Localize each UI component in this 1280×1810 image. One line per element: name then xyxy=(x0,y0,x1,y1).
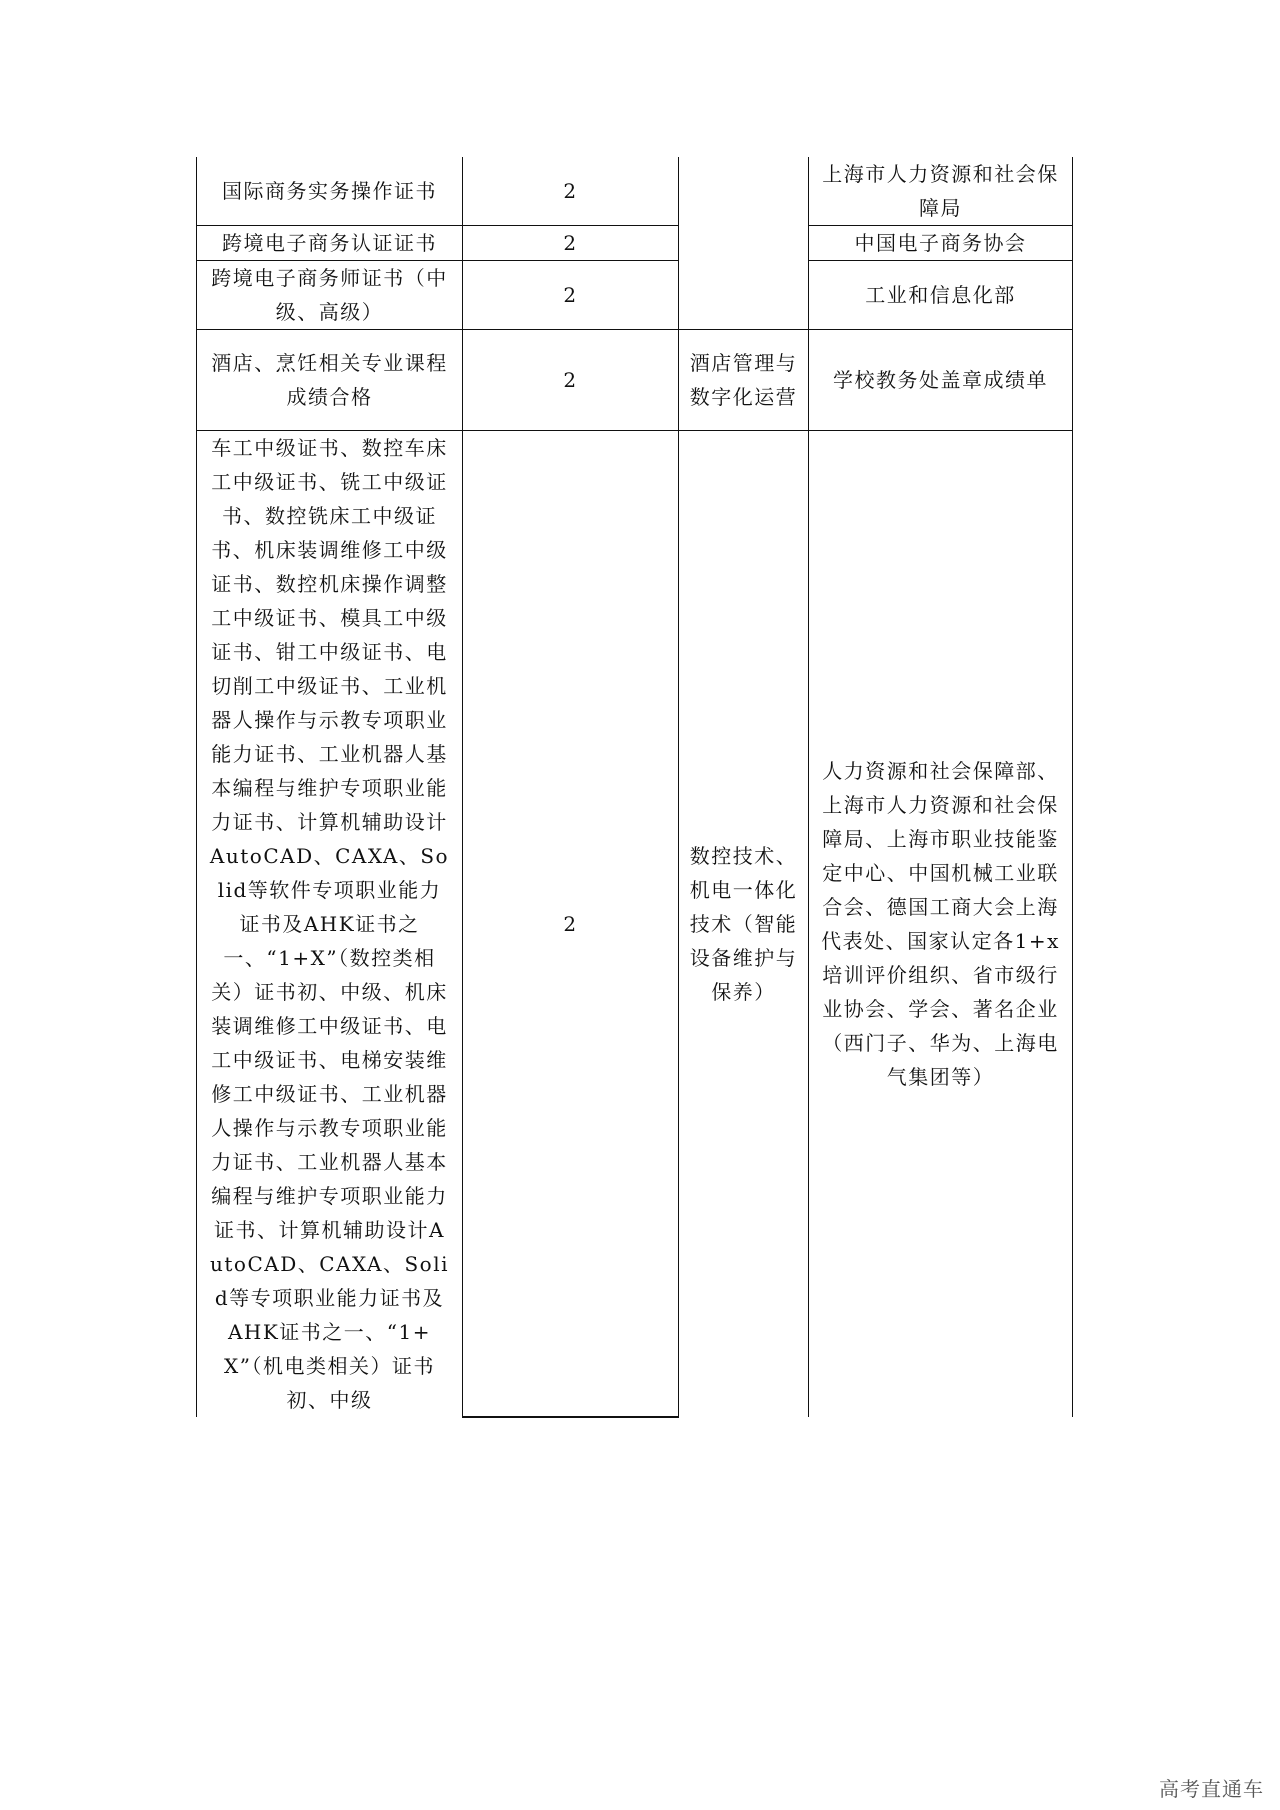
table-row xyxy=(197,330,1073,431)
issuer-cell: 工业和信息化部 xyxy=(809,261,1073,330)
table-row xyxy=(197,157,1073,226)
issuer-cell: 学校教务处盖章成绩单 xyxy=(809,330,1073,431)
credit-cell: 2 xyxy=(463,157,679,226)
credit-cell: 2 xyxy=(463,431,679,1418)
table-row xyxy=(197,226,1073,261)
issuer-cell: 上海市人力资源和社会保障局 xyxy=(809,157,1073,226)
certificate-name-cell: 国际商务实务操作证书 xyxy=(197,157,463,226)
certificate-credit-table xyxy=(196,157,1073,1418)
watermark-brand: 高考直通车 xyxy=(1159,1777,1264,1801)
certificate-name-cell: 跨境电子商务认证证书 xyxy=(197,226,463,261)
certificate-name-cell: 车工中级证书、数控车床工中级证书、铣工中级证书、数控铣床工中级证书、机床装调维修工中级证书、数控机床操作调整工中级证书、模具工中级证书、钳工中级证书、电切削工中级证书、工业机器人操作与示教专项职业能力证书、工业机器人基本编程与维护专项职业能力证书、计算机辅助设计AutoCAD、CAXA、Solid等软件专项职业能力证书及AHK证书之一、“1+X”（数控类相关）证书初、中级、机床装调维修工中级证书、电工中级证书、电梯安装维修工中级证书、工业机器人操作与示教专项职业能力证书、工业机器人基本编程与维护专项职业能力证书、计算机辅助设计AutoCAD、CAXA、Solid等专项职业能力证书及AHK证书之一、“1+X”（机电类相关）证书初、中级 xyxy=(197,431,463,1418)
table-row xyxy=(197,261,1073,330)
major-cell xyxy=(679,157,809,330)
credit-cell: 2 xyxy=(463,330,679,431)
table-row xyxy=(197,431,1073,1418)
certificate-name-cell: 跨境电子商务师证书（中级、高级） xyxy=(197,261,463,330)
certificate-name-cell: 酒店、烹饪相关专业课程成绩合格 xyxy=(197,330,463,431)
issuer-cell: 人力资源和社会保障部、上海市人力资源和社会保障局、上海市职业技能鉴定中心、中国机械工业联合会、德国工商大会上海代表处、国家认定各1+x培训评价组织、省市级行业协会、学会、著名企业（西门子、华为、上海电气集团等） xyxy=(809,431,1073,1418)
credit-cell: 2 xyxy=(463,226,679,261)
major-cell: 数控技术、机电一体化技术（智能设备维护与保养） xyxy=(679,431,809,1418)
issuer-cell: 中国电子商务协会 xyxy=(809,226,1073,261)
credit-cell: 2 xyxy=(463,261,679,330)
major-cell: 酒店管理与数字化运营 xyxy=(679,330,809,431)
